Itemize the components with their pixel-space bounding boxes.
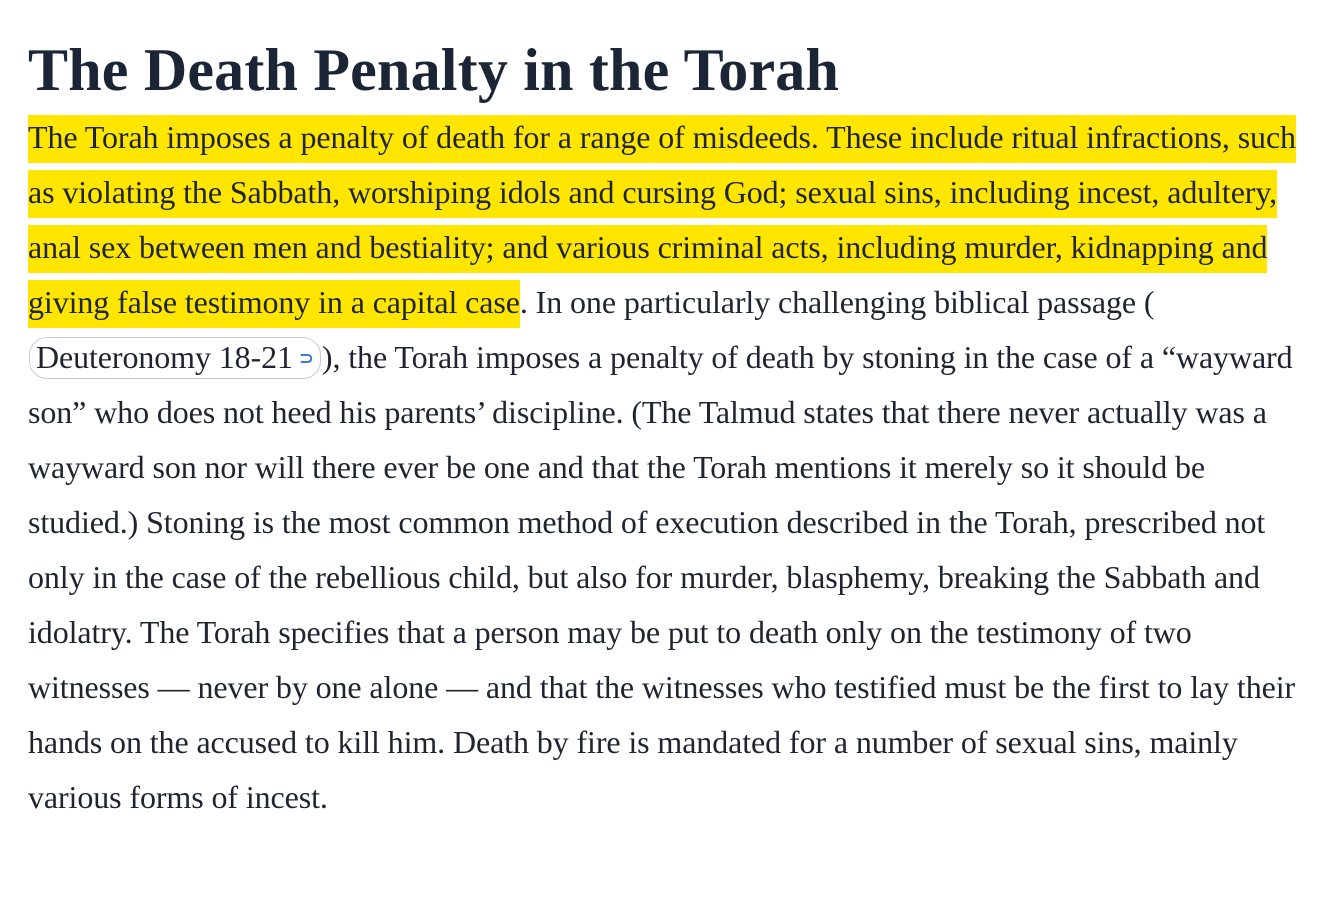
paragraph-text-segment: ), the Torah imposes a penalty of death by stoning in the case of a “wayward son” who does not heed his parents’ discipline. (The Talmud states that there never actually was a wayward son nor will there ever be one and that the Torah mentions it merely so it should be studied.) Stoning is the most common method of execution described in the Torah, prescribed not only in the case of the rebellious child, but also for murder, blasphemy, breaking the Sabbath and idolatry. The Torah specifies that a person may be put to death only on the testimony of two witnesses — never by one alone — and that the witnesses who testified must be the first to lay their hands on the accused to kill him. Death by fire is mandated for a number of sexual sins, mainly various forms of incest.	[28, 339, 1296, 815]
verse-link-label: Deuteronomy 18-21	[36, 339, 293, 375]
paragraph-text-segment: . In one particularly challenging biblical passage (	[519, 284, 1155, 320]
external-link-icon: ⊃	[298, 348, 314, 369]
article-paragraph	[28, 110, 1318, 825]
verse-reference-link[interactable]	[29, 337, 321, 379]
page-title: The Death Penalty in the Torah	[28, 37, 840, 103]
highlighted-text[interactable]: The Torah imposes a penalty of death for a range of misdeeds. These include ritual infractions, such as violating the Sabbath, worshiping idols and cursing God; sexual sins, including incest, adultery, anal sex between men and bestiality; and various criminal acts, including murder, kidnapping and giving false testimony in a capital case	[28, 115, 1296, 328]
article	[28, 30, 1318, 825]
